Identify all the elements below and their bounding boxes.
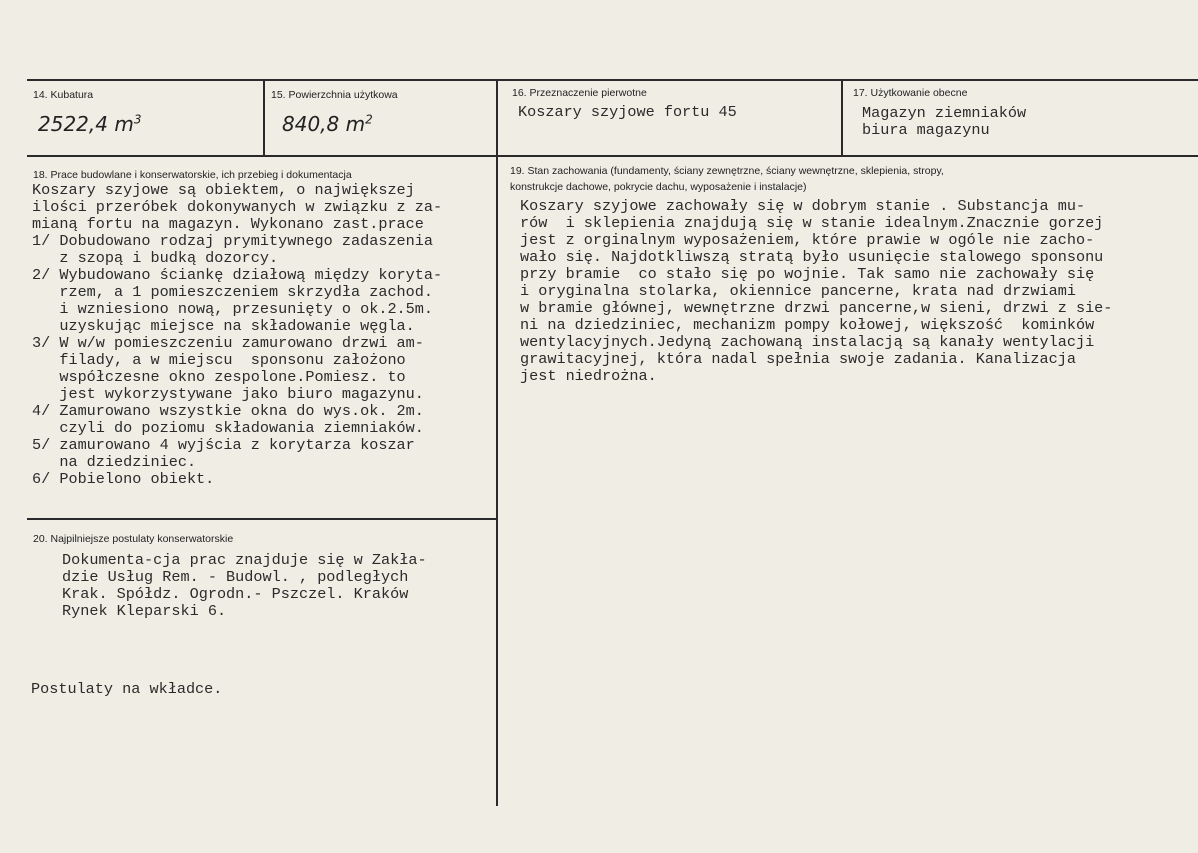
kubatura-unit: $m^3$ (114, 112, 142, 136)
powierzchnia-label: 15. Powierzchnia użytkowa (271, 89, 398, 101)
powierzchnia-value (282, 112, 373, 136)
przeznaczenie-label: 16. Przeznaczenie pierwotne (512, 87, 647, 99)
kubatura-number: 2522,4 (38, 112, 108, 136)
mid-rule (27, 155, 1198, 157)
uzytkowanie-label: 17. Użytkowanie obecne (853, 87, 968, 99)
kubatura-value (38, 112, 141, 136)
postulaty-text: Dokumenta-cja prac znajduje się w Zakła- dzie Usług Rem. - Budowl. , podległych Krak. Spółdz. Ogrodn.- Pszczel. Kraków Rynek Kleparski 6. (62, 551, 427, 620)
postulaty-label: 20. Najpilniejsze postulaty konserwatorskie (33, 533, 234, 545)
powierzchnia-number: 840,8 (282, 112, 340, 136)
stan-text: Koszary szyjowe zachowały się w dobrym stanie . Substancja mu- rów i sklepienia znajdują się w stanie idealnym.Znacznie gorzej jest z orginalnym wyposażeniem, które prawie w ogóle nie zacho- wało się. Najdotkliwszą stratą było usunięcie stalowego sponsonu przy bramie co stało się po wojnie. Tak samo nie zachowały się i oryginalna stolarka, okiennice pancerne, krata nad drzwiami w bramie głównej, wewnętrzne drzwi pancerne,w sieni, drzwi z sie- ni na dziedziniec, mechanizm pompy kołowej, większość kominków wentylacyjnych.Jedyną zachowaną instalacją są kanały wentylacji grawitacyjnej, która nadal spełnia swoje zadania. Kanalizacja jest niedrożna. (520, 197, 1113, 385)
uzytkowanie-value: Magazyn ziemniaków biura magazynu (862, 104, 1027, 139)
lower-rule (27, 518, 497, 520)
divider-16-17 (841, 79, 843, 156)
kubatura-label: 14. Kubatura (33, 89, 94, 101)
postulaty-note: Postulaty na wkładce. (31, 680, 223, 698)
prace-label: 18. Prace budowlane i konserwatorskie, ich przebieg i dokumentacja (33, 169, 352, 181)
prace-text: Koszary szyjowe są obiektem, o największej ilości przeróbek dokonywanych w związku z za- mianą fortu na magazyn. Wykonano zast.prace 1/ Dobudowano rodzaj prymitywnego zadaszenia z szopą i budką dozorcy. 2/ Wybudowano ściankę działową między koryta- rzem, a 1 pomieszczeniem skrzydła zachod. i wzniesiono nową, przesunięty o ok.2.5m. uzyskując miejsce na składowanie węgla. 3/ W w/w pomieszczeniu zamurowano drzwi am- filady, a w miejscu sponsonu założono współczesne okno zespolone.Pomiesz. to jest wykorzystywane jako biuro magazynu. 4/ Zamurowano wszystkie okna do wys.ok. 2m. czyli do poziomu składowania ziemniaków. 5/ zamurowano 4 wyjścia z korytarza koszar na dziedziniec. 6/ Pobielono obiekt. (32, 181, 443, 488)
top-rule (27, 79, 1198, 81)
stan-label-line2: konstrukcje dachowe, pokrycie dachu, wyposażenie i instalacje) (510, 181, 807, 193)
divider-14-15 (263, 79, 265, 156)
stan-label-line1: 19. Stan zachowania (fundamenty, ściany zewnętrzne, ściany wewnętrzne, sklepienia, stropy, (510, 165, 944, 177)
przeznaczenie-value: Koszary szyjowe fortu 45 (518, 103, 737, 121)
powierzchnia-unit: $m^2$ (345, 112, 373, 136)
divider-center (496, 79, 498, 806)
